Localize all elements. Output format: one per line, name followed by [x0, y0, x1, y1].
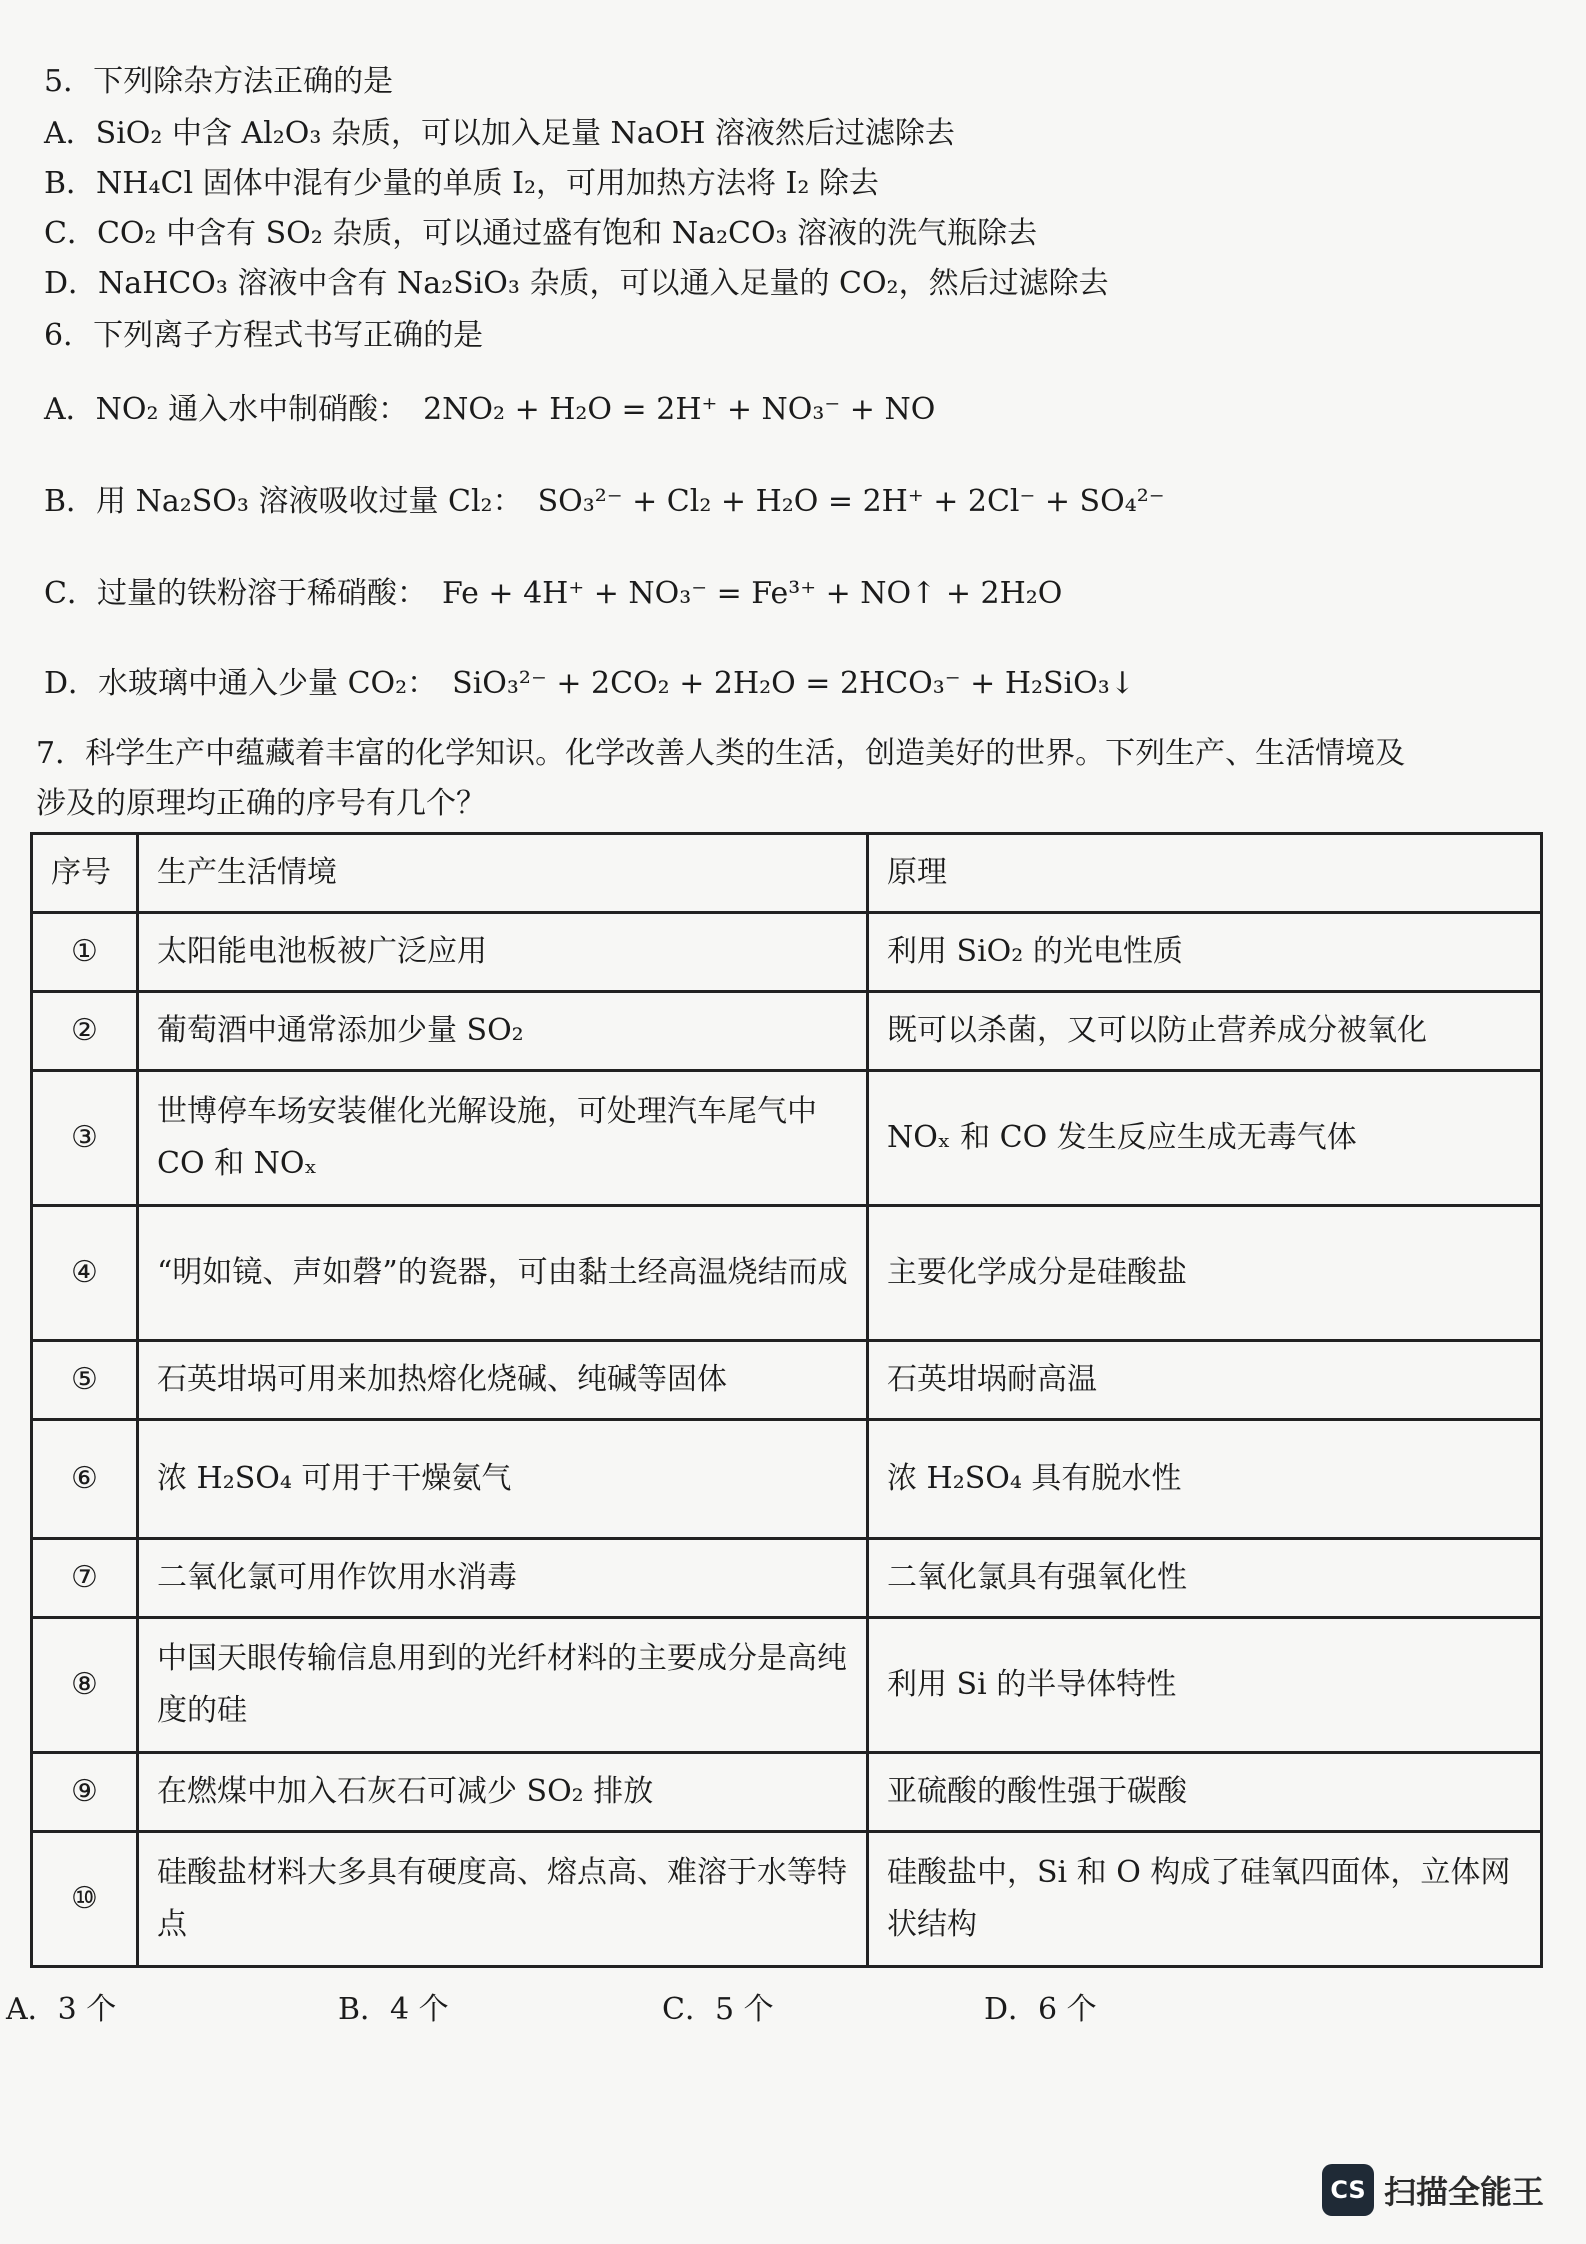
- q5-option-b: B．NH₄Cl 固体中混有少量的单质 I₂，可用加热方法将 I₂ 除去: [44, 166, 879, 201]
- row-principle: 二氧化氯具有强氧化性: [868, 1539, 1542, 1618]
- q7-answer-a: A．3 个: [6, 1992, 117, 2027]
- q7-answer-c: C．5 个: [662, 1992, 774, 2027]
- row-principle: 浓 H₂SO₄ 具有脱水性: [868, 1420, 1542, 1539]
- row-scene: 世博停车场安装催化光解设施，可处理汽车尾气中 CO 和 NOₓ: [138, 1071, 868, 1206]
- row-principle: 利用 SiO₂ 的光电性质: [868, 913, 1542, 992]
- q7-stem-line1: 7．科学生产中蕴藏着丰富的化学知识。化学改善人类的生活，创造美好的世界。下列生产、生活情境及: [36, 736, 1406, 771]
- table-row: [32, 1753, 1542, 1832]
- table-row: [32, 913, 1542, 992]
- q5-stem: 5．下列除杂方法正确的是: [44, 64, 394, 99]
- row-num: ③: [32, 1071, 138, 1206]
- camscanner-logo-icon: CS: [1322, 2164, 1374, 2216]
- table-row: [32, 1832, 1542, 1967]
- row-principle: 石英坩埚耐高温: [868, 1341, 1542, 1420]
- row-scene: 二氧化氯可用作饮用水消毒: [138, 1539, 868, 1618]
- row-scene: “明如镜、声如磬”的瓷器，可由黏土经高温烧结而成: [138, 1206, 868, 1341]
- table-row: [32, 1420, 1542, 1539]
- row-num: ⑥: [32, 1420, 138, 1539]
- row-scene: 浓 H₂SO₄ 可用于干燥氨气: [138, 1420, 868, 1539]
- row-scene: 葡萄酒中通常添加少量 SO₂: [138, 992, 868, 1071]
- table-header-row: [32, 834, 1542, 913]
- q7-answer-b: B．4 个: [338, 1992, 449, 2027]
- row-principle: NOₓ 和 CO 发生反应生成无毒气体: [868, 1071, 1542, 1206]
- row-principle: 利用 Si 的半导体特性: [868, 1618, 1542, 1753]
- table-row: [32, 1618, 1542, 1753]
- table-row: [32, 1206, 1542, 1341]
- row-principle: 既可以杀菌，又可以防止营养成分被氧化: [868, 992, 1542, 1071]
- header-scene: 生产生活情境: [138, 834, 868, 913]
- q5-option-c: C．CO₂ 中含有 SO₂ 杂质，可以通过盛有饱和 Na₂CO₃ 溶液的洗气瓶除去: [44, 216, 1038, 251]
- q5-option-a: A．SiO₂ 中含 Al₂O₃ 杂质，可以加入足量 NaOH 溶液然后过滤除去: [44, 116, 955, 151]
- row-num: ⑨: [32, 1753, 138, 1832]
- row-principle: 亚硫酸的酸性强于碳酸: [868, 1753, 1542, 1832]
- row-scene: 太阳能电池板被广泛应用: [138, 913, 868, 992]
- row-scene: 在燃煤中加入石灰石可减少 SO₂ 排放: [138, 1753, 868, 1832]
- q7-answer-d: D．6 个: [984, 1992, 1097, 2027]
- row-num: ⑦: [32, 1539, 138, 1618]
- watermark-text: 扫描全能王: [1384, 2173, 1545, 2211]
- row-num: ⑤: [32, 1341, 138, 1420]
- scanner-watermark: [1322, 2160, 1544, 2220]
- header-principle: 原理: [868, 834, 1542, 913]
- q7-stem-line2: 涉及的原理均正确的序号有几个？: [36, 786, 486, 821]
- row-num: ①: [32, 913, 138, 992]
- table-row: [32, 1341, 1542, 1420]
- row-scene: 中国天眼传输信息用到的光纤材料的主要成分是高纯度的硅: [138, 1618, 868, 1753]
- q6-option-d: D．水玻璃中通入少量 CO₂： SiO₃²⁻ + 2CO₂ + 2H₂O = 2HCO₃⁻ + H₂SiO₃↓: [44, 666, 1135, 701]
- q6-option-b: B．用 Na₂SO₃ 溶液吸收过量 Cl₂： SO₃²⁻ + Cl₂ + H₂O = 2H⁺ + 2Cl⁻ + SO₄²⁻: [44, 484, 1165, 519]
- table-row: [32, 1539, 1542, 1618]
- q6-stem: 6．下列离子方程式书写正确的是: [44, 318, 484, 353]
- q5-option-d: D．NaHCO₃ 溶液中含有 Na₂SiO₃ 杂质，可以通入足量的 CO₂，然后过滤除去: [44, 266, 1109, 301]
- row-num: ⑩: [32, 1832, 138, 1967]
- q6-option-c: C．过量的铁粉溶于稀硝酸： Fe + 4H⁺ + NO₃⁻ = Fe³⁺ + NO↑ + 2H₂O: [44, 576, 1063, 611]
- row-principle: 主要化学成分是硅酸盐: [868, 1206, 1542, 1341]
- row-num: ②: [32, 992, 138, 1071]
- table-row: [32, 992, 1542, 1071]
- row-scene: 石英坩埚可用来加热熔化烧碱、纯碱等固体: [138, 1341, 868, 1420]
- table-row: [32, 1071, 1542, 1206]
- row-num: ④: [32, 1206, 138, 1341]
- row-principle: 硅酸盐中，Si 和 O 构成了硅氧四面体，立体网状结构: [868, 1832, 1542, 1967]
- q6-option-a: A．NO₂ 通入水中制硝酸： 2NO₂ + H₂O = 2H⁺ + NO₃⁻ + NO: [44, 392, 936, 427]
- row-scene: 硅酸盐材料大多具有硬度高、熔点高、难溶于水等特点: [138, 1832, 868, 1967]
- q7-table: [30, 832, 1543, 1968]
- row-num: ⑧: [32, 1618, 138, 1753]
- header-num: 序号: [32, 834, 138, 913]
